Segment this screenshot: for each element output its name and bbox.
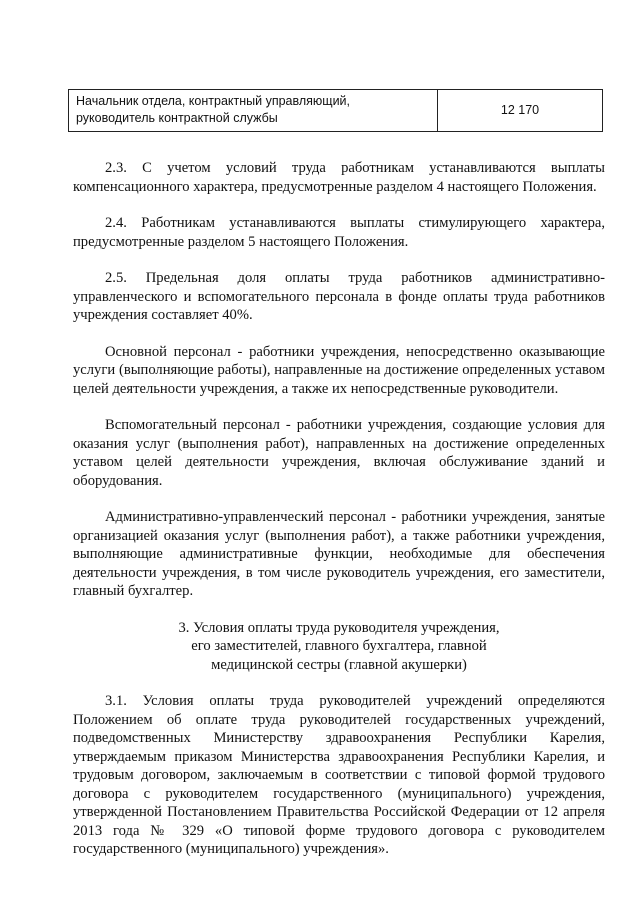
paragraph-main-staff: Основной персонал - работники учреждения, непосредственно оказывающие услуги (выполняющие работы), направленные на достижение определенных уставом целей деятельности учреждения, а также их непосредственные руководители. [73,343,605,397]
paragraph-2-3: 2.3. С учетом условий труда работникам устанавливаются выплаты компенсационного характера, предусмотренные разделом 4 настоящего Положения. [73,160,605,195]
heading-line: его заместителей, главного бухгалтера, главной [191,638,487,654]
section-3-heading [73,619,605,675]
paragraph-2-5: 2.5. Предельная доля оплаты труда работников административно-управленческого и вспомогательного персонала в фонде оплаты труда работников учреждения составляет 40%. [73,270,605,323]
paragraph-admin-staff: Административно-управленческий персонал - работники учреждения, занятые организацией оказания услуг (выполнения работ), а также работники учреждения, выполняющие административные функции, необходимые для обеспечения деятельности учреждения, в том числе руководитель учреждения, его заместители, главный бухгалтер. [73,509,605,599]
paragraph-support-staff: Вспомогательный персонал - работники учреждения, создающие условия для оказания услуг (выполнения работ), направленных на достижение определенных уставом целей деятельности учреждения, включая обслуживание зданий и оборудования. [73,417,605,489]
document-body [73,159,605,877]
heading-line: медицинской сестры (главной акушерки) [211,656,467,673]
position-cell: Начальник отдела, контрактный управляющий, руководитель контрактной службы [69,90,438,132]
table-row [69,90,603,132]
paragraph-3-1: 3.1. Условия оплаты труда руководителей учреждений определяются Положением об оплате труда руководителей государственных учреждений, подведомственных Министерству здравоохранения Республики Карелия, утверждаемым приказом Министерства здравоохранения Республики Карелия, и трудовым договором, заключаемым в соответствии с типовой формой трудового договора с руководителем государственного (муниципального) учреждения, утвержденной Постановлением Правительства Российской Федерации от 12 апреля 2013 года № 329 «О типовой форме трудового договора с руководителем государственного (муниципального) учреждения». [73,693,605,857]
heading-line: 3. Условия оплаты труда руководителя учреждения, [178,619,500,636]
paragraph-2-4: 2.4. Работникам устанавливаются выплаты стимулирующего характера, предусмотренные разделом 5 настоящего Положения. [73,215,605,250]
salary-table [68,89,603,132]
salary-amount-cell: 12 170 [438,90,603,132]
